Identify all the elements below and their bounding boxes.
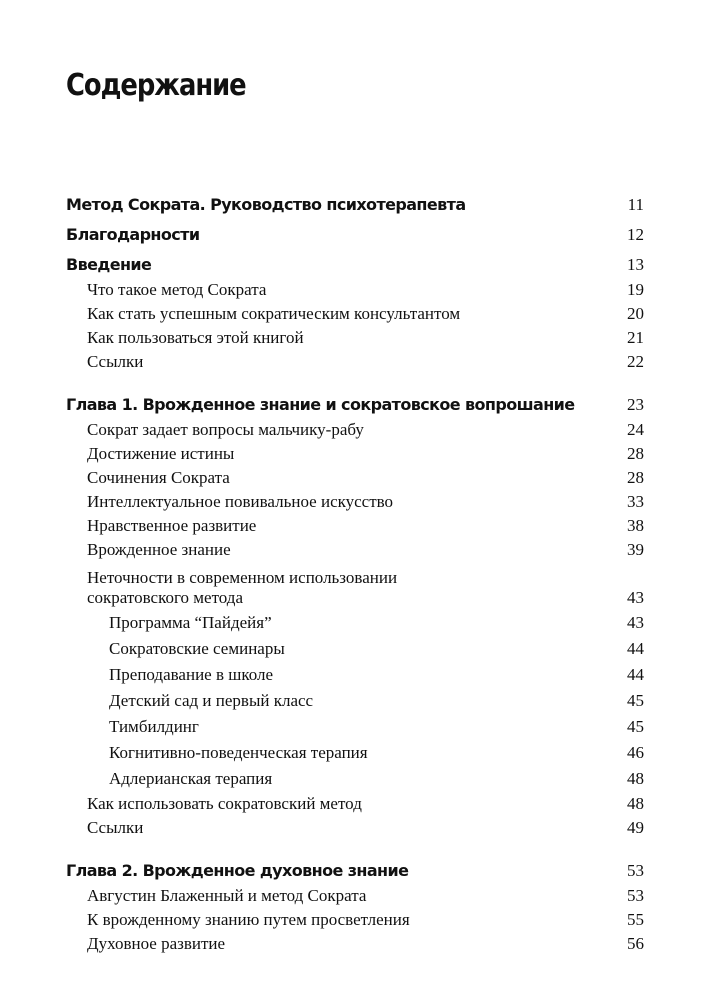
toc-entry-page: 11 xyxy=(627,195,644,214)
toc-entry-label: Ссылки xyxy=(87,818,144,837)
toc-entry-label: Тимбилдинг xyxy=(109,717,199,736)
toc-entry[interactable] xyxy=(66,636,644,662)
toc-entry-page: 46 xyxy=(627,743,644,762)
toc-entry-label: Что такое метод Сократа xyxy=(87,280,267,299)
toc-entry-page: 49 xyxy=(627,818,644,837)
toc-entry-page: 55 xyxy=(627,910,644,929)
toc-entry-label: Глава 1. Врожденное знание и сократовское вопрошание xyxy=(66,395,575,414)
toc-entry-label: Когнитивно-поведенческая терапия xyxy=(109,743,368,762)
toc-entry-page: 23 xyxy=(627,395,644,414)
toc-entry[interactable] xyxy=(66,688,644,714)
toc-entry-page: 22 xyxy=(627,352,644,371)
toc-entry[interactable] xyxy=(66,248,644,278)
toc-entry-label: Введение xyxy=(66,255,152,274)
toc-entry-label: Как стать успешным сократическим консультантом xyxy=(87,304,461,323)
toc-entry[interactable] xyxy=(66,490,644,514)
toc-entry-page: 28 xyxy=(627,444,644,463)
toc-entry[interactable] xyxy=(66,218,644,248)
toc-entry[interactable] xyxy=(66,562,644,610)
toc-entry-label: Ссылки xyxy=(87,352,144,371)
toc-entry[interactable] xyxy=(66,766,644,792)
toc-entry-page: 39 xyxy=(627,540,644,559)
toc-entry[interactable] xyxy=(66,792,644,816)
toc-entry[interactable] xyxy=(66,816,644,840)
toc-entry-page: 44 xyxy=(627,665,644,684)
toc-entry-label: К врожденному знанию путем просветления xyxy=(87,910,410,929)
toc-entry-page: 21 xyxy=(627,328,644,347)
toc-entry-label: Как пользоваться этой книгой xyxy=(87,328,304,347)
toc-entry-label xyxy=(87,568,614,610)
toc-entry-page: 38 xyxy=(627,516,644,535)
toc-entry[interactable] xyxy=(66,714,644,740)
toc-entry-page: 43 xyxy=(627,613,644,632)
toc-entry[interactable] xyxy=(66,190,644,218)
toc-entry-label: Программа “Пайдейя” xyxy=(109,613,272,632)
toc-entry-page: 56 xyxy=(627,934,644,953)
toc-entry[interactable] xyxy=(66,302,644,326)
toc-entry-label: Как использовать сократовский метод xyxy=(87,794,362,813)
toc-entry-label: Метод Сократа. Руководство психотерапевта xyxy=(66,195,466,214)
toc-entry-label: Благодарности xyxy=(66,225,200,244)
toc-entry-page: 53 xyxy=(627,886,644,905)
toc-entry[interactable] xyxy=(66,662,644,688)
toc-entry-page: 44 xyxy=(627,639,644,658)
page-title: Содержание xyxy=(66,68,246,103)
toc-entry-page: 28 xyxy=(627,468,644,487)
toc-entry-page: 12 xyxy=(627,225,644,244)
toc-entry-page: 48 xyxy=(627,769,644,788)
toc-entry[interactable] xyxy=(66,884,644,908)
toc-entry-label: Сократовские семинары xyxy=(109,639,285,658)
toc-entry-page: 45 xyxy=(627,691,644,710)
toc-entry[interactable] xyxy=(66,514,644,538)
toc-entry-page: 20 xyxy=(627,304,644,323)
toc-entry-label: Достижение истины xyxy=(87,444,235,463)
toc-entry[interactable] xyxy=(66,350,644,374)
toc-entry-label: Преподавание в школе xyxy=(109,665,274,684)
toc-entry-page: 24 xyxy=(627,420,644,439)
toc-entry[interactable] xyxy=(66,538,644,562)
toc-entry-label-line: сократовского метода xyxy=(87,588,243,607)
toc-entry[interactable] xyxy=(66,466,644,490)
toc-entry[interactable] xyxy=(66,388,644,418)
toc-entry-page: 53 xyxy=(627,861,644,880)
section-spacer xyxy=(66,374,644,388)
toc-entry[interactable] xyxy=(66,418,644,442)
toc-entry-page: 13 xyxy=(627,255,644,274)
toc-entry[interactable] xyxy=(66,442,644,466)
toc-entry[interactable] xyxy=(66,610,644,636)
toc-entry[interactable] xyxy=(66,854,644,884)
toc-entry-label: Глава 2. Врожденное духовное знание xyxy=(66,861,409,880)
toc-entry[interactable] xyxy=(66,908,644,932)
toc-entry-page: 45 xyxy=(627,717,644,736)
section-spacer xyxy=(66,840,644,854)
toc-entry[interactable] xyxy=(66,326,644,350)
toc-entry-label: Адлерианская терапия xyxy=(109,769,273,788)
toc-entry-page: 33 xyxy=(627,492,644,511)
toc-entry-label-line: Неточности в современном использовании xyxy=(87,568,398,587)
toc-entry[interactable] xyxy=(66,932,644,956)
toc-entry-label: Сократ задает вопросы мальчику-рабу xyxy=(87,420,364,439)
toc-entry[interactable] xyxy=(66,278,644,302)
toc-entry-label: Сочинения Сократа xyxy=(87,468,230,487)
toc-entry[interactable] xyxy=(66,740,644,766)
table-of-contents xyxy=(66,190,644,956)
toc-entry-page: 19 xyxy=(627,280,644,299)
toc-entry-label: Духовное развитие xyxy=(87,934,226,953)
toc-entry-label: Детский сад и первый класс xyxy=(109,691,314,710)
toc-entry-page: 43 xyxy=(627,588,644,607)
toc-entry-label: Интеллектуальное повивальное искусство xyxy=(87,492,394,511)
toc-entry-label: Нравственное развитие xyxy=(87,516,257,535)
toc-entry-label: Августин Блаженный и метод Сократа xyxy=(87,886,367,905)
toc-entry-label: Врожденное знание xyxy=(87,540,231,559)
toc-entry-page: 48 xyxy=(627,794,644,813)
